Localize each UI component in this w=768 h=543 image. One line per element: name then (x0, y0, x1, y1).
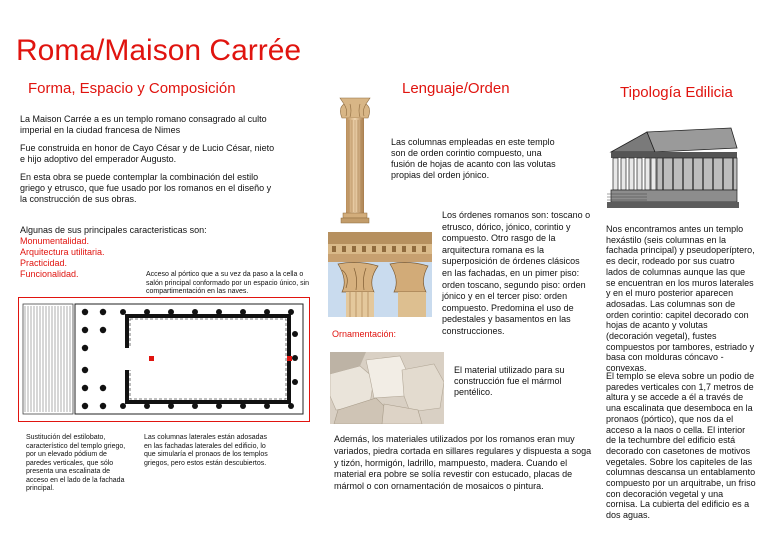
plan-caption-bottom-left: Sustitución del estilobato, característico del templo griego, por un elevado pódium de paredes verticales, que sólo presenta una escalinata de acceso en el lado de la fachada principal. (26, 434, 126, 492)
columns-text: Las columnas empleadas en este templo son de orden corintio compuesto, una fusión de hojas de acanto con las volutas propias del orden jónico. (391, 137, 556, 180)
marble-blocks-photo (330, 352, 444, 424)
features-intro: Algunas de sus principales caracteristicas son: (20, 225, 207, 235)
corinthian-column-image (338, 96, 372, 224)
orders-text: Los órdenes romanos son: toscano o etrusco, dórico, jónico, corintio y compuesto. Otro rasgo de la arquitectura romana es la superposición de órdenes clásicos en las fachadas, en un pimer piso: orden toscano, segundo piso: orden jónico y en el tercer piso: orden compuesto. Predomina el uso de pedestales y basamentos en las construcciones. (442, 210, 591, 336)
feature-item: Monumentalidad. (20, 236, 90, 246)
feature-item: Practicidad. (20, 258, 68, 268)
section-heading-lenguaje: Lenguaje/Orden (402, 80, 510, 97)
page-title: Roma/Maison Carrée (16, 34, 302, 67)
plan-caption-bottom-right: Las columnas laterales están adosadas en las fachadas laterales del edificio, lo que simularía el pronaos de los templos griegos, pero estos están descubiertos. (144, 434, 268, 467)
feature-item: Arquitectura utilitaria. (20, 247, 105, 257)
capital-photo (328, 232, 432, 317)
materials-text: Además, los materiales utilizados por los romanos eran muy variados, piedra cortada en sillares regulares y dispuesta a soga y tizón, hormigón, ladrillo, mampuesto, madera. Cuando el material era pobre se solía revestir con estucado, placas de mármol o con ornamentación de mosaicos o pintura. (334, 434, 592, 492)
features-list (20, 236, 105, 280)
plan-caption-top: Acceso al pórtico que a su vez da paso a la cella o salón principal conformado por un espacio único, sin compartimentación en las naves. (146, 271, 310, 295)
forma-paragraph-3: En esta obra se puede contemplar la combinación del estilo griego y etrusco, que fue usado por los romanos en el diseño y la construcción de sus obras. (20, 172, 272, 204)
ornament-label: Ornamentación: (332, 329, 397, 339)
tipologia-paragraph-1: Nos encontramos antes un templo hexástilo (seis columnas en la fachada principal) y pseudoperíptero, es decir, rodeado por sus cuatro lados de columnas aunque las que se encuentran en los muros laterales y en el muro posterior aparecen adosadas. Las columnas son de orden corintio: capitel decorado con hojas de acanto y volutas (decoración vegetal), fustes compuestos por tambores, estriado y basa con molduras cóncavo - convexas. (606, 224, 755, 374)
section-heading-tipologia: Tipología Edilicia (620, 84, 733, 101)
feature-item: Funcionalidad. (20, 269, 79, 279)
floor-plan-drawing (19, 298, 309, 420)
floor-plan (18, 297, 310, 422)
section-heading-forma: Forma, Espacio y Composición (28, 80, 236, 97)
forma-paragraph-2: Fue construida en honor de Cayo César y de Lucio César, nieto e hijo adoptivo del emperador Augusto. (20, 143, 275, 164)
temple-engraving (607, 122, 739, 210)
marble-text: El material utilizado para su construcción fue el mármol pentélico. (454, 365, 565, 397)
forma-paragraph-1: La Maison Carrée a es un templo romano consagrado al culto imperial en la ciudad francesa de Nimes (20, 114, 267, 135)
tipologia-paragraph-2: El templo se eleva sobre un podio de paredes verticales con 1,7 metros de altura y se accede a él a través de una escalinata que desemboca en la pronaos (pórtico), que nos da el acceso a la naos o cella. El interior de la techumbre del edificio está decorado con casetones de motivos vegetales. Sobre los capiteles de las columnas descansa un entablamento compuesto por un arquitrabe, un friso con decoración vegetal y una cornisa. La cubierta del edificio es a dos aguas. (606, 371, 756, 521)
forma-text (20, 114, 275, 212)
